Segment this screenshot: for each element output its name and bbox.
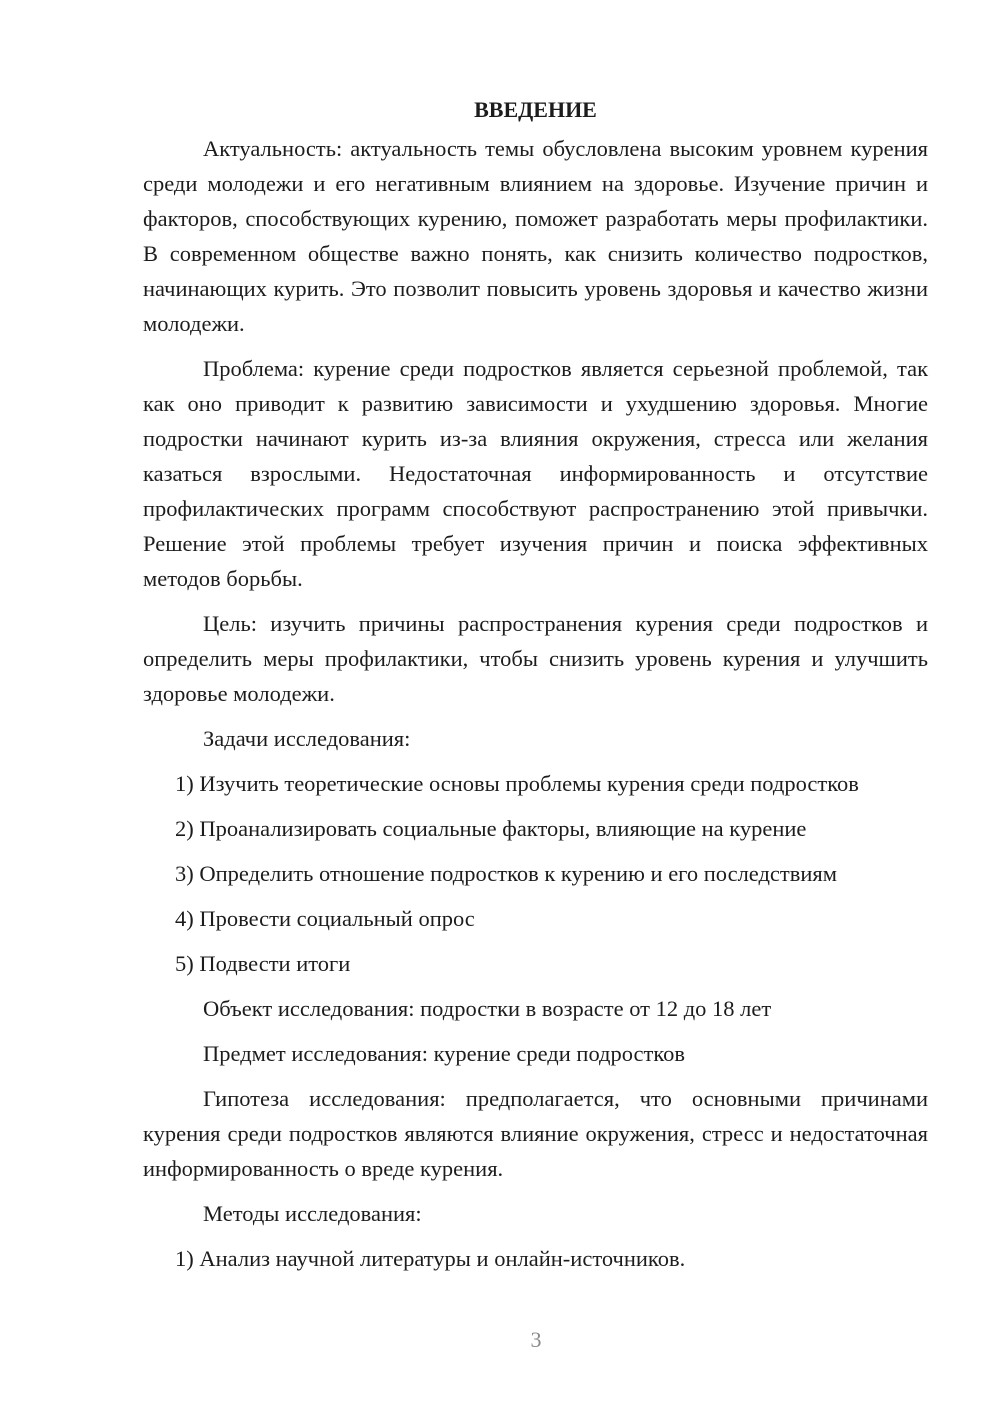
page-number: 3 (530, 1327, 542, 1352)
task-item-3: 3) Определить отношение подростков к курению и его последствиям (175, 861, 838, 886)
task-item-1: 1) Изучить теоретические основы проблемы курения среди подростков (175, 771, 859, 796)
task-item-2: 2) Проанализировать социальные факторы, влияющие на курение (175, 816, 807, 841)
problem-paragraph: Проблема: курение среди подростков является серьезной проблемой, так как оно приводит к развитию зависимости и ухудшению здоровья. Многие подростки начинают курить из-за влияния окружения, стресса или желания казаться взрослыми. Недостаточная информированность и отсутствие профилактических программ способствуют распространению этой привычки. Решение этой проблемы требует изучения причин и поиска эффективных методов борьбы. (143, 356, 928, 591)
methods-heading: Методы исследования: (203, 1201, 422, 1226)
relevance-paragraph: Актуальность: актуальность темы обусловлена высоким уровнем курения среди молодежи и его негативным влиянием на здоровье. Изучение причин и факторов, способствующих курению, поможет разработать меры профилактики. В современном обществе важно понять, как снизить количество подростков, начинающих курить. Это позволит повысить уровень здоровья и качество жизни молодежи. (143, 136, 928, 336)
task-item-4: 4) Провести социальный опрос (175, 906, 475, 931)
hypothesis-paragraph: Гипотеза исследования: предполагается, что основными причинами курения среди подростков являются влияние окружения, стресс и недостаточная информированность о вреде курения. (143, 1086, 928, 1181)
method-item-1: 1) Анализ научной литературы и онлайн-источников. (175, 1246, 686, 1271)
tasks-heading: Задачи исследования: (203, 726, 411, 751)
tasks-list (143, 766, 928, 981)
object-line: Объект исследования: подростки в возрасте от 12 до 18 лет (203, 996, 772, 1021)
methods-list (143, 1241, 928, 1276)
subject-line: Предмет исследования: курение среди подростков (203, 1041, 686, 1066)
task-item-5: 5) Подвести итоги (175, 951, 351, 976)
document-body (143, 92, 928, 1286)
goal-paragraph: Цель: изучить причины распространения курения среди подростков и определить меры профилактики, чтобы снизить уровень курения и улучшить здоровье молодежи. (143, 611, 928, 706)
page-title: ВВЕДЕНИЕ (474, 97, 597, 122)
